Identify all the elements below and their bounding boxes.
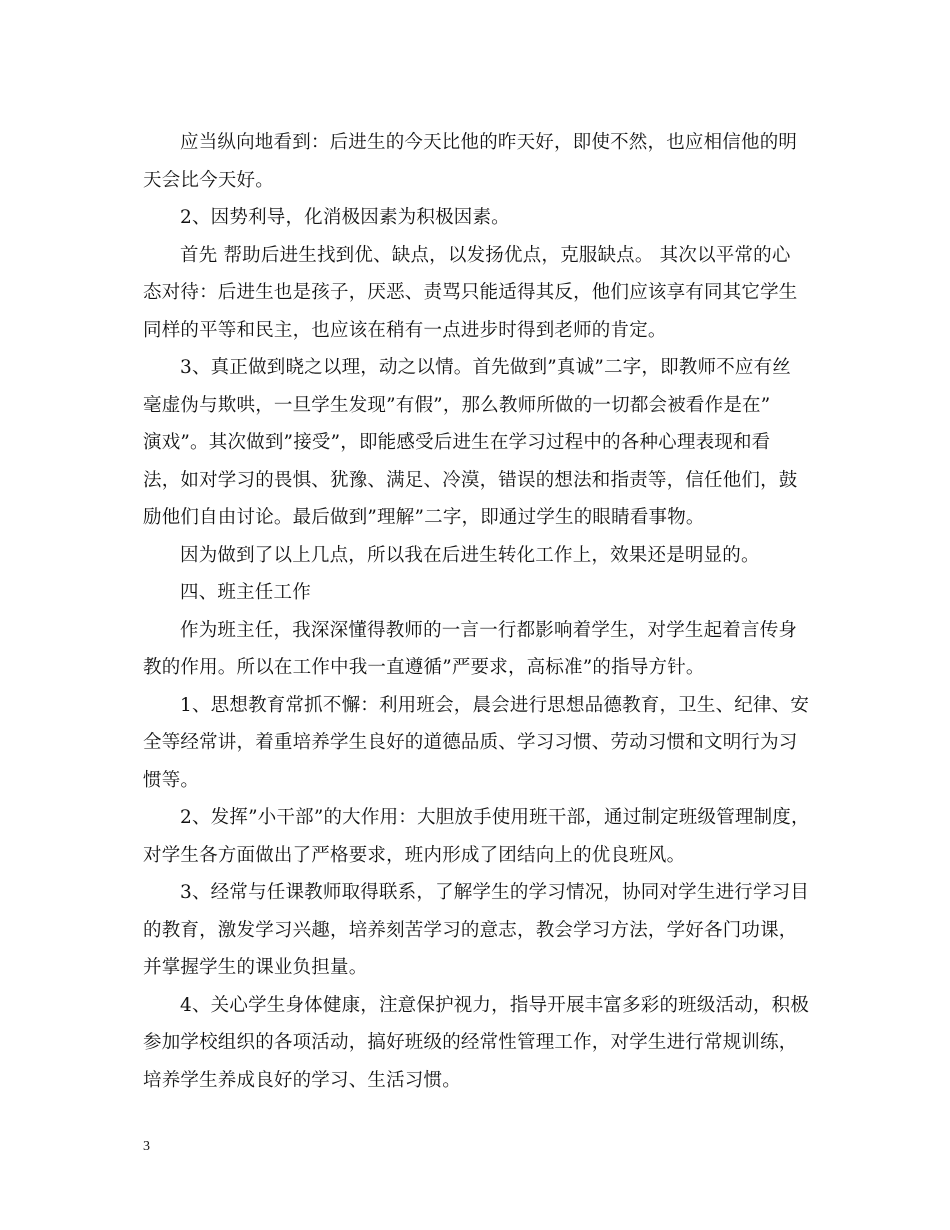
text-line: 同样的平等和民主，也应该在稍有一点进步时得到老师的肯定。 (143, 319, 667, 341)
text-line: 培养学生养成良好的学习、生活习惯。 (143, 1069, 461, 1091)
text-line: 法，如对学习的畏惧、犹豫、满足、冷漠，错误的想法和指责等，信任他们，鼓 (143, 469, 798, 491)
text-line: 首先 帮助后进生找到优、缺点，以发扬优点，克服缺点。 其次以平常的心 (180, 244, 791, 266)
text-line: 教的作用。所以在工作中我一直遵循”严要求，高标准”的指导方针。 (143, 657, 705, 678)
text-line: 对学生各方面做出了严格要求，班内形成了团结向上的优良班风。 (143, 844, 686, 866)
text-line: 并掌握学生的课业负担量。 (143, 957, 368, 978)
text-line: 天会比今天好。 (143, 169, 274, 191)
text-line: 参加学校组织的各项活动，搞好班级的经常性管理工作，对学生进行常规训练， (143, 1032, 798, 1053)
text-line: 3、经常与任课教师取得联系，了解学生的学习情况，协同对学生进行学习目 (180, 882, 810, 903)
text-line: 因为做到了以上几点，所以我在后进生转化工作上，效果还是明显的。 (180, 544, 760, 566)
text-line: 2、因势利导，化消极因素为积极因素。 (180, 207, 510, 228)
text-line: 3、真正做到晓之以理，动之以情。首先做到”真诚”二字，即教师不应有丝 (180, 357, 791, 378)
text-line: 态对待：后进生也是孩子，厌恶、责骂只能适得其反，他们应该享有同其它学生 (143, 282, 798, 303)
text-line: 四、班主任工作 (180, 582, 311, 603)
text-line: 的教育，激发学习兴趣，培养刻苦学习的意志，教会学习方法，学好各门功课， (143, 919, 798, 941)
text-line: 惯等。 (143, 769, 200, 791)
text-line: 作为班主任，我深深懂得教师的一言一行都影响着学生，对学生起着言传身 (180, 619, 798, 641)
text-line: 4、关心学生身体健康，注意保护视力，指导开展丰富多彩的班级活动，积极 (180, 994, 810, 1016)
document-body (143, 124, 823, 1099)
text-line: 全等经常讲，着重培养学生良好的道德品质、学习习惯、劳动习惯和文明行为习 (143, 732, 798, 753)
text-line: 励他们自由讨论。最后做到”理解”二字，即通过学生的眼睛看事物。 (143, 507, 705, 528)
text-line: 应当纵向地看到：后进生的今天比他的昨天好，即使不然，也应相信他的明 (180, 132, 798, 153)
text-line: 2、发挥”小干部”的大作用：大胆放手使用班干部，通过制定班级管理制度， (180, 807, 810, 828)
text-line: 1、思想教育常抓不懈：利用班会，晨会进行思想品德教育，卫生、纪律、安 (180, 694, 810, 716)
page-number: 3 (143, 1139, 150, 1154)
text-line: 演戏”。其次做到”接受”，即能感受后进生在学习过程中的各种心理表现和看 (143, 432, 771, 453)
text-line: 毫虚伪与欺哄，一旦学生发现”有假”，那么教师所做的一切都会被看作是在” (143, 394, 771, 416)
